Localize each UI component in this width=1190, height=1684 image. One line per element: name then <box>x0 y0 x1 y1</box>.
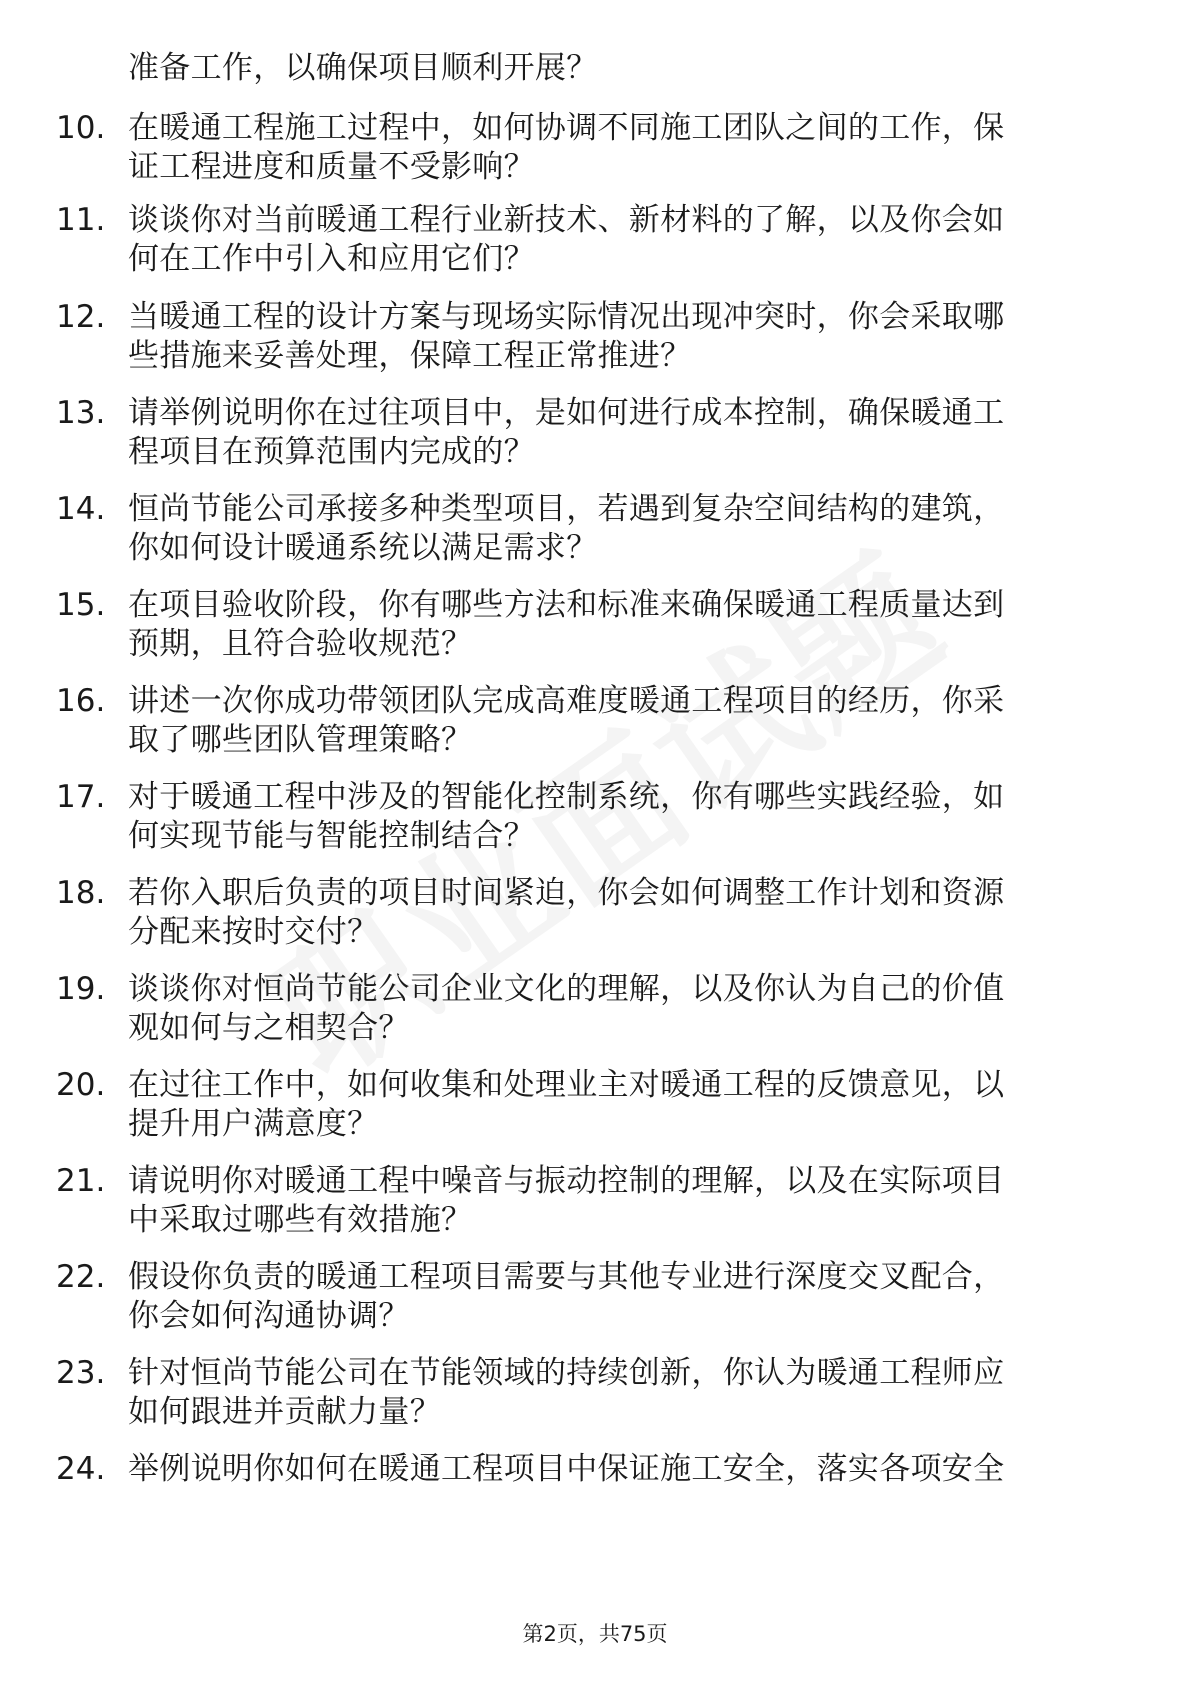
question-line: 你如何设计暖通系统以满足需求？ <box>128 530 598 566</box>
question-line: 假设你负责的暖通工程项目需要与其他专业进行深度交叉配合， <box>128 1259 1005 1295</box>
question-number: 12. <box>56 299 106 335</box>
question-line: 请说明你对暖通工程中噪音与振动控制的理解，以及在实际项目 <box>128 1163 1005 1199</box>
question-number: 18. <box>56 875 106 911</box>
question-line: 举例说明你如何在暖通工程项目中保证施工安全，落实各项安全 <box>128 1451 1005 1487</box>
question-line: 观如何与之相契合？ <box>128 1010 410 1046</box>
question-number: 24. <box>56 1451 106 1487</box>
question-line: 程项目在预算范围内完成的？ <box>128 434 535 470</box>
question-line: 恒尚节能公司承接多种类型项目，若遇到复杂空间结构的建筑， <box>128 491 1005 527</box>
question-number: 19. <box>56 971 106 1007</box>
question-line: 何在工作中引入和应用它们？ <box>128 241 535 277</box>
question-line: 讲述一次你成功带领团队完成高难度暖通工程项目的经历，你采 <box>128 683 1005 719</box>
question-number: 16. <box>56 683 106 719</box>
question-line: 针对恒尚节能公司在节能领域的持续创新，你认为暖通工程师应 <box>128 1355 1005 1391</box>
question-line: 在项目验收阶段，你有哪些方法和标准来确保暖通工程质量达到 <box>128 587 1005 623</box>
question-line: 在过往工作中，如何收集和处理业主对暖通工程的反馈意见，以 <box>128 1067 1005 1103</box>
question-line: 证工程进度和质量不受影响？ <box>128 149 535 185</box>
question-line: 取了哪些团队管理策略？ <box>128 722 473 758</box>
question-line: 何实现节能与智能控制结合？ <box>128 818 535 854</box>
question-line: 分配来按时交付？ <box>128 914 379 950</box>
intro-continuation: 准备工作，以确保项目顺利开展？ <box>128 50 598 86</box>
question-line: 提升用户满意度？ <box>128 1106 379 1142</box>
question-number: 15. <box>56 587 106 623</box>
question-line: 些措施来妥善处理，保障工程正常推进？ <box>128 338 692 374</box>
page-footer: 第2页，共75页 <box>522 1622 668 1646</box>
question-line: 若你入职后负责的项目时间紧迫，你会如何调整工作计划和资源 <box>128 875 1005 911</box>
question-line: 预期，且符合验收规范？ <box>128 626 473 662</box>
question-number: 10. <box>56 110 106 146</box>
question-number: 17. <box>56 779 106 815</box>
question-line: 在暖通工程施工过程中，如何协调不同施工团队之间的工作，保 <box>128 110 1005 146</box>
question-number: 21. <box>56 1163 106 1199</box>
question-line: 你会如何沟通协调？ <box>128 1298 410 1334</box>
question-number: 13. <box>56 395 106 431</box>
question-line: 如何跟进并贡献力量？ <box>128 1394 441 1430</box>
question-number: 14. <box>56 491 106 527</box>
question-line: 对于暖通工程中涉及的智能化控制系统，你有哪些实践经验，如 <box>128 779 1005 815</box>
question-line: 当暖通工程的设计方案与现场实际情况出现冲突时，你会采取哪 <box>128 299 1005 335</box>
question-number: 20. <box>56 1067 106 1103</box>
question-line: 谈谈你对恒尚节能公司企业文化的理解，以及你认为自己的价值 <box>128 971 1005 1007</box>
question-line: 谈谈你对当前暖通工程行业新技术、新材料的了解，以及你会如 <box>128 202 1005 238</box>
question-line: 请举例说明你在过往项目中，是如何进行成本控制，确保暖通工 <box>128 395 1005 431</box>
question-line: 中采取过哪些有效措施？ <box>128 1202 473 1238</box>
question-number: 23. <box>56 1355 106 1391</box>
question-number: 11. <box>56 202 106 238</box>
question-number: 22. <box>56 1259 106 1295</box>
